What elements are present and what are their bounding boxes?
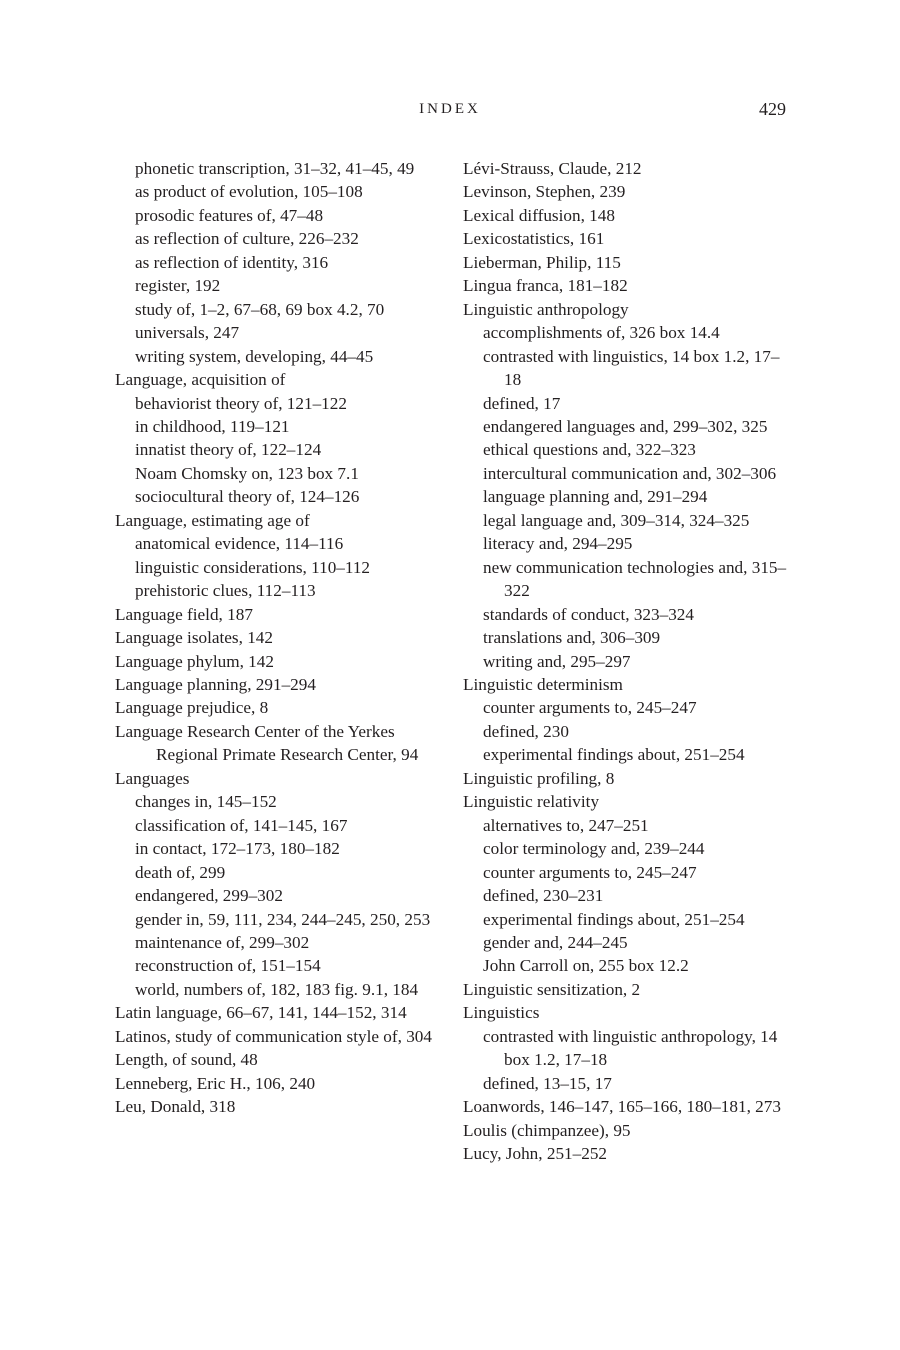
index-subentry: legal language and, 309–314, 324–325 — [483, 510, 750, 530]
index-entry: Levinson, Stephen, 239 — [463, 182, 626, 202]
index-subentry: linguistic considerations, 110–112 — [135, 557, 371, 577]
index-subentry: counter arguments to, 245–247 — [483, 698, 697, 718]
index-subentry: gender in, 59, 111, 234, 244–245, 250, 253 — [135, 909, 431, 929]
index-subentry: death of, 299 — [135, 862, 226, 882]
page-number: 429 — [759, 99, 786, 119]
index-subentry: intercultural communication and, 302–306 — [483, 463, 777, 483]
index-subentry: contrasted with linguistic anthropology, 14 box 1.2, 17–18 — [483, 1026, 778, 1070]
running-head: INDEX — [419, 101, 481, 117]
index-subentry: defined, 230 — [483, 721, 569, 741]
index-subentry: alternatives to, 247–251 — [483, 815, 649, 835]
index-entry: Language, estimating age of — [115, 510, 310, 530]
index-subentry: defined, 230–231 — [483, 886, 604, 906]
index-subentry: Noam Chomsky on, 123 box 7.1 — [135, 463, 359, 483]
index-subentry: phonetic transcription, 31–32, 41–45, 49 — [135, 159, 415, 178]
index-entry: Language isolates, 142 — [115, 628, 273, 648]
index-entry: Loanwords, 146–147, 165–166, 180–181, 273 — [463, 1097, 781, 1117]
index-subentry: maintenance of, 299–302 — [135, 932, 310, 952]
index-subentry: study of, 1–2, 67–68, 69 box 4.2, 70 — [135, 299, 385, 319]
index-entry: Length, of sound, 48 — [115, 1050, 258, 1070]
index-subentry: as reflection of culture, 226–232 — [135, 229, 359, 249]
index-entry: Linguistic relativity — [463, 792, 600, 812]
index-subentry: translations and, 306–309 — [483, 628, 661, 648]
index-subentry: experimental findings about, 251–254 — [483, 745, 745, 765]
index-column-right — [463, 157, 793, 1165]
index-subentry: defined, 17 — [483, 393, 561, 413]
index-entry: Language planning, 291–294 — [115, 674, 316, 694]
index-subentry: defined, 13–15, 17 — [483, 1073, 612, 1093]
index-subentry: behaviorist theory of, 121–122 — [135, 393, 347, 413]
index-subentry: innatist theory of, 122–124 — [135, 440, 322, 460]
index-column-left — [115, 157, 437, 1119]
index-subentry: sociocultural theory of, 124–126 — [135, 487, 360, 507]
index-entry: Linguistics — [463, 1003, 540, 1023]
index-subentry: color terminology and, 239–244 — [483, 839, 705, 859]
index-subentry: prehistoric clues, 112–113 — [135, 581, 316, 601]
index-entry: Language, acquisition of — [115, 370, 286, 390]
index-entry: Language prejudice, 8 — [115, 698, 269, 718]
index-entry: Leu, Donald, 318 — [115, 1097, 236, 1117]
index-subentry: as reflection of identity, 316 — [135, 252, 329, 272]
index-subentry: writing and, 295–297 — [483, 651, 631, 671]
index-subentry: contrasted with linguistics, 14 box 1.2, 17–18 — [483, 346, 780, 390]
index-entry: Lingua franca, 181–182 — [463, 276, 628, 296]
index-subentry: world, numbers of, 182, 183 fig. 9.1, 184 — [135, 979, 419, 999]
index-entry: Lucy, John, 251–252 — [463, 1144, 608, 1164]
index-entry: Language field, 187 — [115, 604, 253, 624]
index-entry: Language Research Center of the Yerkes Regional Primate Research Center, 94 — [115, 721, 419, 765]
index-subentry: endangered, 299–302 — [135, 886, 283, 906]
index-entry: Lexical diffusion, 148 — [463, 205, 615, 225]
index-subentry: counter arguments to, 245–247 — [483, 862, 697, 882]
index-subentry: accomplishments of, 326 box 14.4 — [483, 323, 720, 343]
index-subentry: gender and, 244–245 — [483, 932, 628, 952]
index-subentry: anatomical evidence, 114–116 — [135, 534, 344, 554]
index-subentry: endangered languages and, 299–302, 325 — [483, 416, 768, 436]
index-subentry: reconstruction of, 151–154 — [135, 956, 321, 976]
index-entry: Languages — [115, 768, 190, 788]
index-subentry: universals, 247 — [135, 323, 240, 343]
index-subentry: in contact, 172–173, 180–182 — [135, 839, 340, 859]
index-subentry: John Carroll on, 255 box 12.2 — [483, 956, 689, 976]
index-subentry: literacy and, 294–295 — [483, 534, 633, 554]
index-subentry: classification of, 141–145, 167 — [135, 815, 348, 835]
index-subentry: prosodic features of, 47–48 — [135, 205, 324, 225]
index-entry: Linguistic sensitization, 2 — [463, 979, 641, 999]
index-entry: Linguistic determinism — [463, 674, 623, 694]
index-entry: Language phylum, 142 — [115, 651, 274, 671]
index-subentry: as product of evolution, 105–108 — [135, 182, 363, 202]
index-entry: Lenneberg, Eric H., 106, 240 — [115, 1073, 316, 1093]
index-subentry: new communication technologies and, 315–322 — [483, 557, 787, 601]
index-subentry: language planning and, 291–294 — [483, 487, 708, 507]
index-subentry: writing system, developing, 44–45 — [135, 346, 374, 366]
index-subentry: experimental findings about, 251–254 — [483, 909, 745, 929]
index-entry: Lévi-Strauss, Claude, 212 — [463, 159, 642, 178]
index-entry: Linguistic profiling, 8 — [463, 768, 615, 788]
index-entry: Lexicostatistics, 161 — [463, 229, 605, 249]
index-subentry: register, 192 — [135, 276, 221, 296]
index-subentry: ethical questions and, 322–323 — [483, 440, 696, 460]
index-subentry: changes in, 145–152 — [135, 792, 277, 812]
index-subentry: in childhood, 119–121 — [135, 416, 290, 436]
index-subentry: standards of conduct, 323–324 — [483, 604, 694, 624]
index-entry: Loulis (chimpanzee), 95 — [463, 1120, 631, 1140]
index-entry: Lieberman, Philip, 115 — [463, 252, 621, 272]
index-entry: Latinos, study of communication style of, 304 — [115, 1026, 432, 1046]
index-entry: Linguistic anthropology — [463, 299, 629, 319]
index-entry: Latin language, 66–67, 141, 144–152, 314 — [115, 1003, 407, 1023]
